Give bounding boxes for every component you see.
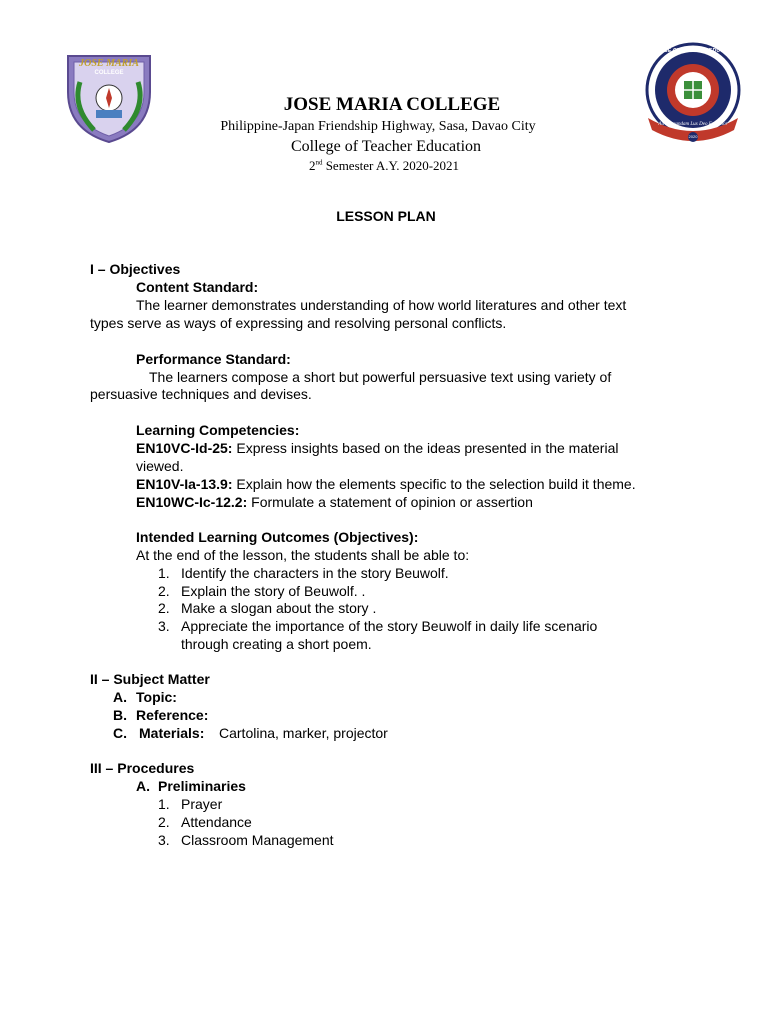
logo-banner-text: Ad Educandam Lux Deo Excelsior: [658, 122, 728, 127]
section-heading-procedures: III – Procedures: [90, 760, 195, 776]
subject-letter: C.: [113, 725, 127, 741]
procedure-item: Classroom Management: [181, 832, 334, 848]
logo-ring-text: COLLEGE OF TEACHER EDUCATION: [645, 48, 741, 54]
procedures-sub-letter: A.: [136, 778, 150, 794]
ilo-intro: At the end of the lesson, the students shall be able to:: [136, 547, 470, 563]
section-heading-objectives: I – Objectives: [90, 261, 181, 277]
competency-text: Formulate a statement of opinion or assertion: [247, 494, 533, 510]
ilo-number: 2.: [158, 600, 170, 616]
procedure-item: Prayer: [181, 796, 223, 812]
competency-text: Explain how the elements specific to the selection build it theme.: [232, 476, 636, 492]
procedures-sub-label: Preliminaries: [158, 778, 246, 794]
content-standard-text: The learner demonstrates understanding of how world literatures and other text: [136, 297, 627, 313]
procedure-item: Attendance: [181, 814, 252, 830]
semester-line: [0, 157, 768, 175]
competency-item: [136, 475, 636, 493]
competency-item: [136, 493, 533, 511]
subject-letter: A.: [113, 689, 127, 705]
document-title: LESSON PLAN: [336, 208, 436, 224]
procedure-number: 2.: [158, 814, 170, 830]
competency-item: [136, 439, 618, 457]
content-standard-text-cont: types serve as ways of expressing and resolving personal conflicts.: [90, 315, 507, 331]
semester-number: 2: [308, 158, 316, 173]
ilo-item: Make a slogan about the story .: [181, 600, 377, 616]
performance-standard-text-cont: persuasive techniques and devises.: [90, 386, 312, 402]
school-name: JOSE MARIA COLLEGE: [283, 94, 501, 115]
subject-letter: B.: [113, 707, 127, 723]
ilo-item: Identify the characters in the story Beuwolf.: [181, 565, 449, 581]
procedure-number: 3.: [158, 832, 170, 848]
performance-standard-label: Performance Standard:: [136, 351, 291, 367]
ilo-item-cont: through creating a short poem.: [181, 636, 372, 652]
performance-standard-text: The learners compose a short but powerful persuasive text using variety of: [149, 369, 612, 385]
competency-code: EN10VC-Id-25:: [136, 440, 233, 456]
ilo-item: Appreciate the importance of the story Beuwolf in daily life scenario: [181, 618, 598, 634]
subject-label-materials: Materials:: [139, 725, 205, 741]
section-heading-subject-matter: II – Subject Matter: [90, 671, 210, 687]
competency-text-cont: viewed.: [136, 458, 184, 474]
semester-ordinal: nd: [315, 158, 323, 167]
subject-label-reference: Reference:: [136, 707, 209, 723]
content-standard-label: Content Standard:: [136, 279, 259, 295]
semester-text: Semester A.Y. 2020-2021: [322, 158, 460, 173]
competencies-label: Learning Competencies:: [136, 422, 300, 438]
ilo-item: Explain the story of Beuwolf. .: [181, 583, 366, 599]
subject-label-topic: Topic:: [136, 689, 177, 705]
competency-code: EN10V-Ia-13.9:: [136, 476, 233, 492]
ilo-number: 2.: [158, 583, 170, 599]
logo-subtext: COLLEGE: [94, 70, 124, 76]
ilo-number: 3.: [158, 618, 170, 634]
ilo-number: 1.: [158, 565, 170, 581]
college-name: College of Teacher Education: [290, 138, 482, 155]
ilo-label: Intended Learning Outcomes (Objectives):: [136, 529, 419, 545]
logo-text: JOSE MARIA: [79, 58, 139, 69]
competency-code: EN10WC-Ic-12.2:: [136, 494, 248, 510]
procedure-number: 1.: [158, 796, 170, 812]
school-address: Philippine-Japan Friendship Highway, Sasa, Davao City: [220, 119, 536, 134]
competency-text: Express insights based on the ideas presented in the material: [232, 440, 619, 456]
subject-value-materials: Cartolina, marker, projector: [219, 725, 388, 741]
logo-year: 2020: [688, 134, 698, 139]
